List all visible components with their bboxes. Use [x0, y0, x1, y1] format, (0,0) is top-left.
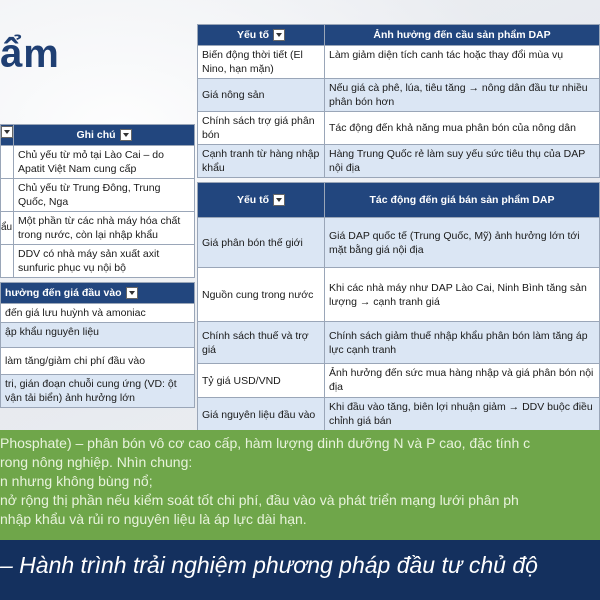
note-col-header: Ghi chú: [14, 125, 195, 146]
factor-cell: Nguồn cung trong nước: [198, 268, 325, 322]
table-row: [198, 218, 600, 268]
table-row: [1, 304, 195, 323]
effect-cell: Ảnh hưởng đến sức mua hàng nhập và giá phân bón nội địa: [325, 364, 600, 398]
table-row: [198, 268, 600, 322]
summary-line: nở rộng thị phần nếu kiểm soát tốt chi phí, đầu vào và phát triển mạng lưới phân ph: [0, 492, 519, 508]
demand-factors-table: [197, 24, 600, 178]
price-factors-table: [197, 182, 600, 432]
table-row: [198, 322, 600, 364]
notes-table: [0, 124, 195, 278]
factor-cell: Chính sách trợ giá phân bón: [198, 112, 325, 145]
left-cell: ẩu: [1, 212, 14, 245]
effect-cell: Tác động đến khả năng mua phân bón của nông dân: [325, 112, 600, 145]
factor-cell: Giá nguyên liệu đầu vào: [198, 398, 325, 432]
effect-cell: Hàng Trung Quốc rẻ làm suy yếu sức tiêu thụ của DAP nội địa: [325, 145, 600, 178]
left-cell: [1, 245, 14, 278]
summary-panel: [0, 430, 600, 540]
demand-col-effect-header: Ảnh hưởng đến cầu sản phẩm DAP: [325, 25, 600, 46]
filter-dropdown-icon[interactable]: [120, 129, 132, 141]
effect-cell: Khi các nhà máy như DAP Lào Cai, Ninh Bình tăng sản lượng → cạnh tranh giá: [325, 268, 600, 322]
filter-dropdown-icon[interactable]: [126, 287, 138, 299]
factor-cell: Giá nông sản: [198, 79, 325, 112]
effect-cell: Nếu giá cà phê, lúa, tiêu tăng → nông dân đầu tư nhiều phân bón hơn: [325, 79, 600, 112]
factor-cell: Biến động thời tiết (El Nino, hạn mặn): [198, 46, 325, 79]
table-row: [1, 375, 195, 408]
input-price-cell: ập khẩu nguyên liệu: [1, 323, 195, 348]
effect-cell: Khi đầu vào tăng, biên lợi nhuận giảm → DDV buộc điều chỉnh giá bán: [325, 398, 600, 432]
price-col-factor-header: Yếu tố: [198, 183, 325, 218]
summary-line: Phosphate) – phân bón vô cơ cao cấp, hàm lượng dinh dưỡng N và P cao, đặc tính c: [0, 435, 531, 451]
note-col-left-header: [1, 125, 14, 146]
note-cell: Chủ yếu từ mỏ tại Lào Cai – do Apatit Việt Nam cung cấp: [14, 146, 195, 179]
price-col-effect-header: Tác động đến giá bán sản phẩm DAP: [325, 183, 600, 218]
filter-dropdown-icon[interactable]: [273, 29, 285, 41]
summary-line: rong nông nghiệp. Nhìn chung:: [0, 454, 193, 470]
input-price-table: [0, 282, 195, 408]
footer-slogan: – Hành trình trải nghiệm phương pháp đầu tư chủ độ: [0, 552, 538, 578]
note-cell: Chủ yếu từ Trung Đông, Trung Quốc, Nga: [14, 179, 195, 212]
input-price-cell: tri, gián đoạn chuỗi cung ứng (VD: ột vận tải biển) ảnh hưởng lớn: [1, 375, 195, 408]
table-row: [1, 245, 195, 278]
table-row: [198, 364, 600, 398]
table-row: [198, 46, 600, 79]
table-row: [1, 323, 195, 348]
filter-dropdown-icon[interactable]: [273, 194, 285, 206]
left-cell: [1, 179, 14, 212]
note-cell: DDV có nhà máy sản xuất axit sunfuric phục vụ nội bộ: [14, 245, 195, 278]
demand-col-factor-header: Yếu tố: [198, 25, 325, 46]
effect-cell: Chính sách giảm thuế nhập khẩu phân bón làm tăng áp lực cạnh tranh: [325, 322, 600, 364]
input-price-cell: làm tăng/giảm chi phí đầu vào: [1, 348, 195, 375]
factor-cell: Chính sách thuế và trợ giá: [198, 322, 325, 364]
factor-cell: Giá phân bón thế giới: [198, 218, 325, 268]
filter-dropdown-icon[interactable]: [1, 126, 13, 138]
table-row: [1, 146, 195, 179]
factor-cell: Tỷ giá USD/VND: [198, 364, 325, 398]
summary-line: n nhưng không bùng nổ;: [0, 473, 153, 489]
summary-line: nhập khẩu và rủi ro nguyên liệu là áp lực dài hạn.: [0, 511, 307, 527]
slide-title: ẩm: [0, 32, 60, 76]
table-row: [198, 145, 600, 178]
factor-cell: Cạnh tranh từ hàng nhập khẩu: [198, 145, 325, 178]
input-price-header: hưởng đến giá đầu vào: [1, 283, 195, 304]
table-row: [1, 348, 195, 375]
table-row: [198, 79, 600, 112]
table-row: [1, 212, 195, 245]
table-row: [1, 179, 195, 212]
input-price-cell: đến giá lưu huỳnh và amoniac: [1, 304, 195, 323]
left-cell: [1, 146, 14, 179]
effect-cell: Giá DAP quốc tế (Trung Quốc, Mỹ) ảnh hưởng lớn tới mặt bằng giá nội địa: [325, 218, 600, 268]
effect-cell: Làm giảm diện tích canh tác hoặc thay đổi mùa vụ: [325, 46, 600, 79]
note-cell: Một phần từ các nhà máy hóa chất trong nước, còn lại nhập khẩu: [14, 212, 195, 245]
footer-bar: [0, 540, 600, 600]
table-row: [198, 398, 600, 432]
table-row: [198, 112, 600, 145]
